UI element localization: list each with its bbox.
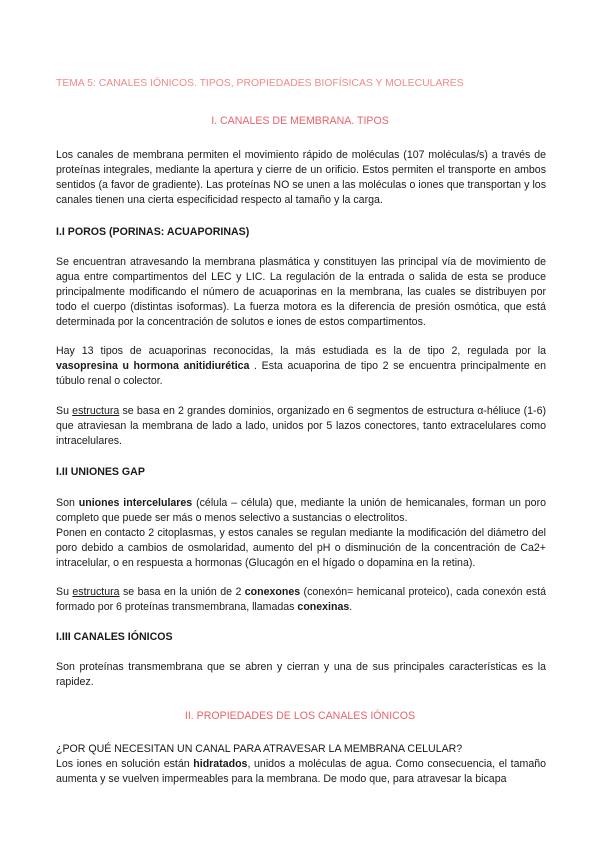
poros-paragraph-3: Su estructura se basa en 2 grandes dominios, organizado en 6 segmentos de estructura α-héliuce (1-6) que atraviesan la membrana de lado a lado, unidos por 5 lazos conectores, tanto extracelulares como intracelulares. xyxy=(56,405,546,447)
heading-poros: I.I POROS (PORINAS: ACUAPORINAS) xyxy=(56,226,250,238)
question-line: ¿POR QUÉ NECESITAN UN CANAL PARA ATRAVESAR LA MEMBRANA CELULAR? xyxy=(56,743,463,755)
document-title: TEMA 5: CANALES IÓNICOS. TIPOS, PROPIEDADES BIOFÍSICAS Y MOLECULARES xyxy=(56,78,464,89)
ionicos-paragraph: Son proteínas transmembrana que se abren y cierran y una de sus principales características es la rapidez. xyxy=(56,661,546,688)
heading-ionicos: I.III CANALES IÓNICOS xyxy=(56,631,173,643)
gap-paragraph-1: Son uniones intercelulares (célula – célula) que, mediante la unión de hemicanales, forman un poro completo que puede ser más o menos selectivo a sustancias o electrolitos. Ponen en contacto 2 citoplasmas, y estos canales se regulan mediante la modificación del diámetro del poro debido a cambios de osmolaridad, aumento del pH o disminución de la concentración de Ca2+ intracelular, o en respuesta a hormonas (Glucagón en el hígado o dopamina en la retina). xyxy=(56,497,546,569)
intro-paragraph: Los canales de membrana permiten el movimiento rápido de moléculas (107 moléculas/s) a través de proteínas integrales, mediante la apertura y cierre de un orificio. Estos permiten el transporte en ambos sentidos (a favor de gradiente). Las proteínas NO se unen a las moléculas o iones que transportan y los canales tienen una cierta especificidad respecto al tamaño y la carga. xyxy=(56,149,546,206)
poros-paragraph-2: Hay 13 tipos de acuaporinas reconocidas, la más estudiada es la de tipo 2, regulada por la vasopresina u hormona anitidiurética . Esta acuaporina de tipo 2 se encuentra principalmente en túbulo renal o colector. xyxy=(56,345,546,387)
answer-paragraph: Los iones en solución están hidratados, unidos a moléculas de agua. Como consecuencia, el tamaño aumenta y se vuelven impermeables para la membrana. De modo que, para atravesar la bicapa xyxy=(56,758,546,785)
section-heading-2: II. PROPIEDADES DE LOS CANALES IÓNICOS xyxy=(184,710,416,722)
heading-gap: I.II UNIONES GAP xyxy=(56,466,145,478)
poros-paragraph-1: Se encuentran atravesando la membrana plasmática y constituyen las principal vía de movimiento de agua entre compartimentos del LEC y LIC. La regulación de la entrada o salida de esta se produce principalmente modificando el número de acuaporinas en la membrana, las cuales se distribuyen por todo el cuerpo (distintas isoformas). La fuerza motora es la diferencia de presión osmótica, que está determinada por la concentración de solutos e iones de estos compartimentos. xyxy=(56,256,546,328)
gap-paragraph-2: Su estructura se basa en la unión de 2 conexones (conexón= hemicanal proteico), cada conexón está formado por 6 proteínas transmembrana, llamadas conexinas. xyxy=(56,586,546,613)
section-heading-1: I. CANALES DE MEMBRANA. TIPOS xyxy=(211,115,389,127)
